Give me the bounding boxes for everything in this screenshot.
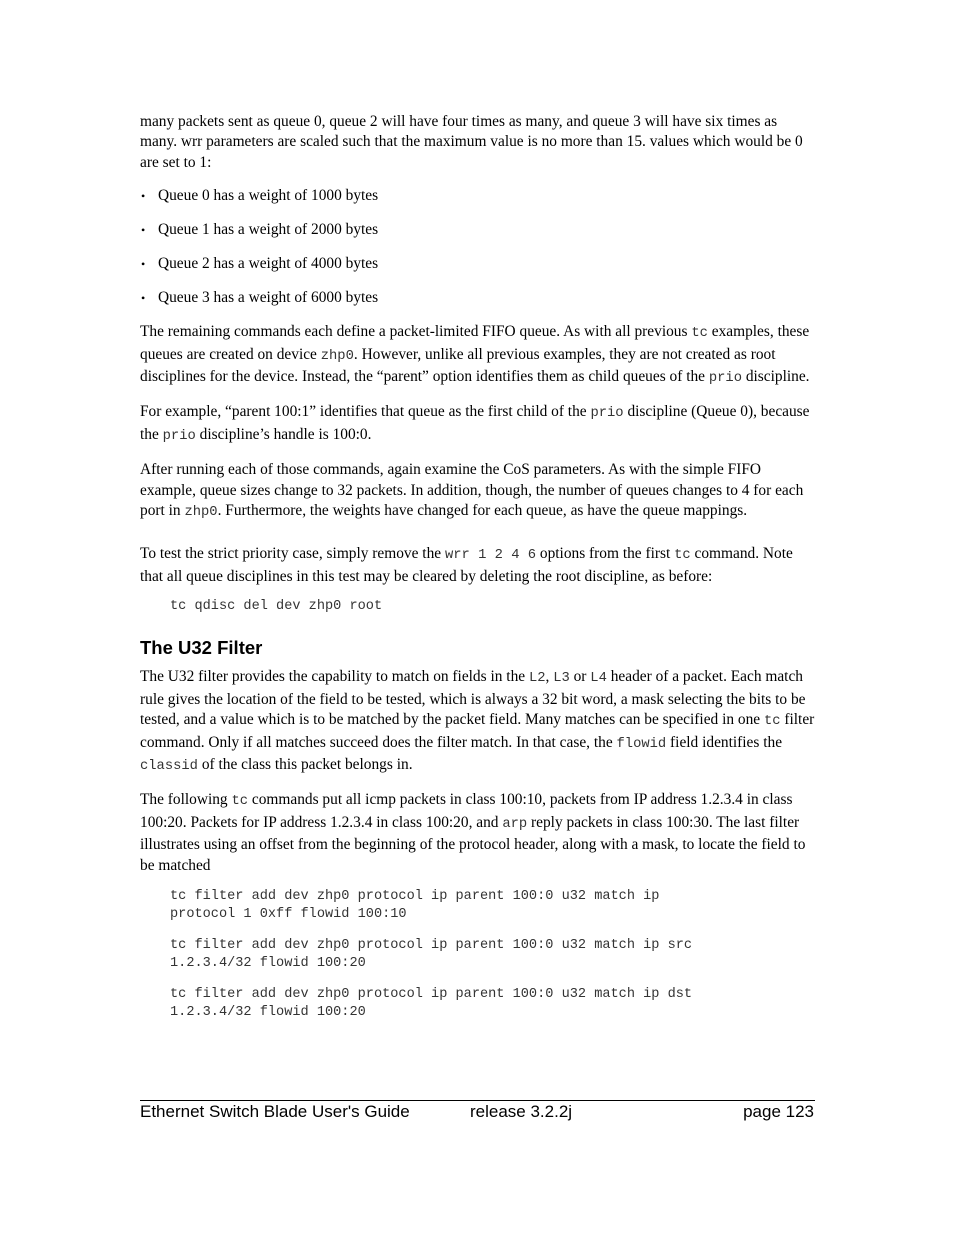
inline-code: classid (140, 758, 198, 774)
list-item: • Queue 3 has a weight of 6000 bytes (140, 288, 815, 308)
code-block-dst-filter: tc filter add dev zhp0 protocol ip parent 100:0 u32 match ip dst 1.2.3.4/32 flowid 100:20 (170, 986, 693, 1020)
strict-priority-paragraph: To test the strict priority case, simply remove the wrr 1 2 4 6 options from the first tc command. Note that all queue disciplines in this test may be cleared by deleting the root discipline, as before: (140, 545, 793, 585)
inline-code: tc (231, 794, 249, 810)
bullet-icon: • (141, 257, 146, 272)
queue-weight-list (140, 186, 815, 308)
after-running-paragraph: After running each of those commands, again examine the CoS parameters. As with the simple FIFO example, queue sizes change to 32 packets. In addition, though, the number of queues changes to 4 for each port in zhp0. Furthermore, the weights have changed for each queue, as have the queue mappings. (140, 461, 804, 521)
u32-description-paragraph: The U32 filter provides the capability to match on fields in the L2, L3 or L4 header of a packet. Each match rule gives the location of the field to be tested, which is always a 32 bit word, a mask selecting the bits to be tested, and a value which is to be matched by the packet field. Many matches can be specified in one tc filter command. Only if all matches succeed does the filter match. In that case, the flowid field identifies the classid of the class this packet belongs in. (140, 668, 815, 774)
inline-code: prio (590, 406, 624, 422)
inline-code: L3 (553, 671, 570, 687)
inline-code: tc (763, 714, 781, 730)
list-item: • Queue 1 has a weight of 2000 bytes (140, 220, 815, 240)
inline-code: wrr 1 2 4 6 (444, 548, 537, 564)
inline-code: arp (502, 816, 528, 832)
code-block-src-filter: tc filter add dev zhp0 protocol ip parent 100:0 u32 match ip src 1.2.3.4/32 flowid 100:20 (170, 937, 693, 971)
code-block-del-root: tc qdisc del dev zhp0 root (170, 599, 383, 615)
inline-code: prio (162, 428, 196, 444)
list-item: • Queue 2 has a weight of 4000 bytes (140, 254, 815, 274)
inline-code: prio (708, 371, 742, 387)
remaining-commands-paragraph: The remaining commands each define a packet-limited FIFO queue. As with all previous tc examples, these queues are created on device zhp0. However, unlike all previous examples, they are not created as root disciplines for the device. Instead, the “parent” option identifies them as child queues of the prio discipline. (140, 323, 810, 387)
bullet-icon: • (141, 223, 146, 238)
inline-code: L2 (528, 671, 546, 687)
inline-code: tc (674, 548, 691, 564)
section-heading-u32-filter: The U32 Filter (140, 637, 263, 659)
following-commands-paragraph: The following tc commands put all icmp packets in class 100:10, packets from IP address 1.2.3.4 in class 100:20. Packets for IP address 1.2.3.4 in class 100:20, and arp reply packets in class 100:30. The last filter illustrates using an offset from the beginning of the protocol header, along with a mask, to locate the field to be matched (140, 791, 806, 874)
inline-code: flowid (616, 736, 667, 752)
footer-page-number: page 123 (743, 1102, 814, 1121)
parent-example-paragraph: For example, “parent 100:1” identifies that queue as the first child of the prio discipline (Queue 0), because the prio discipline’s handle is 100:0. (140, 403, 810, 444)
inline-code: tc (691, 326, 708, 342)
bullet-icon: • (141, 291, 146, 306)
inline-code: zhp0 (184, 505, 218, 521)
list-item: • Queue 0 has a weight of 1000 bytes (140, 186, 815, 206)
page-content (140, 112, 815, 1022)
footer-release: release 3.2.2j (470, 1102, 573, 1121)
inline-code: zhp0 (320, 348, 354, 364)
intro-paragraph: many packets sent as queue 0, queue 2 will have four times as many, and queue 3 will have six times as many. wrr parameters are scaled such that the maximum value is no more than 15. values which would be 0 are set to 1: (140, 113, 803, 171)
page-footer (140, 1100, 815, 1127)
footer-guide-title: Ethernet Switch Blade User's Guide (140, 1102, 410, 1121)
inline-code: L4 (590, 671, 607, 687)
bullet-icon: • (141, 189, 146, 204)
code-block-icmp-filter: tc filter add dev zhp0 protocol ip parent 100:0 u32 match ip protocol 1 0xff flowid 100:10 (170, 888, 660, 922)
